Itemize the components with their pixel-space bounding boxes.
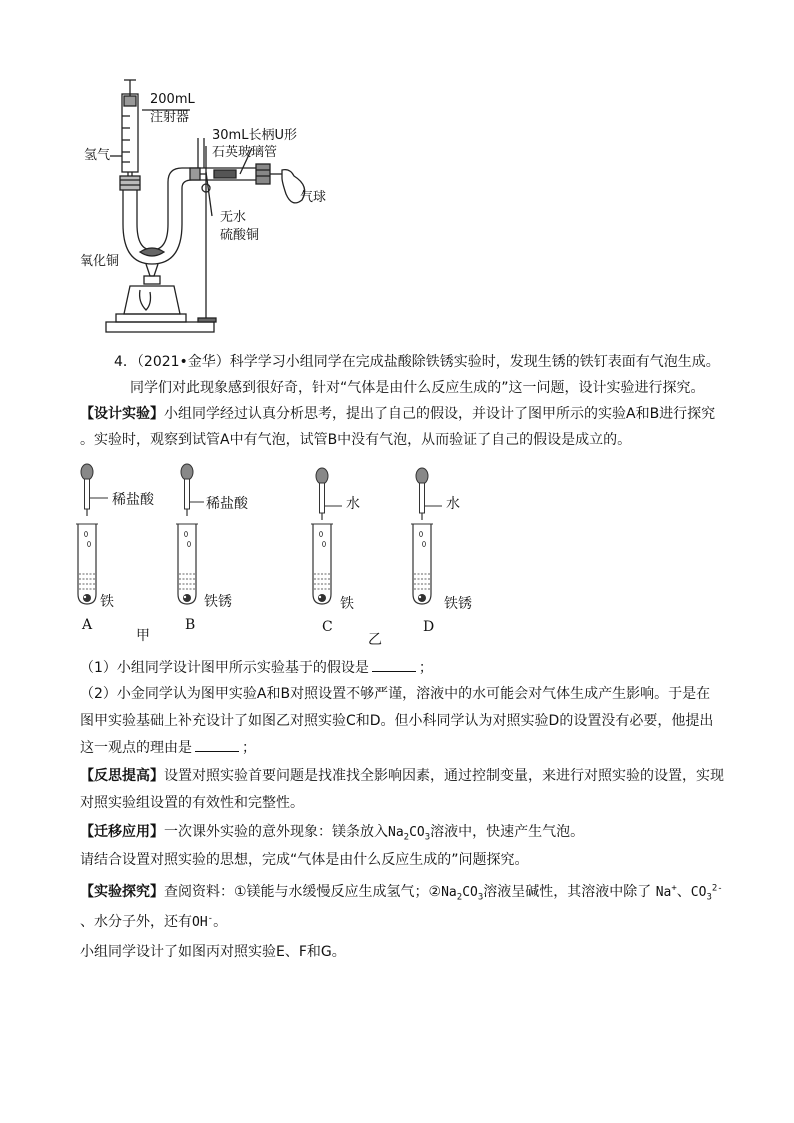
reflect-line2: 对照实验组设置的有效性和完整性。 (80, 795, 304, 811)
balloon-label: 气球 (300, 190, 327, 205)
tube-b-solid-label: 铁锈 (204, 594, 232, 610)
question-2-line3 (80, 738, 256, 758)
dropper-a (81, 464, 93, 516)
group-jia-label: 甲 (136, 628, 150, 644)
question-2-text: 这一观点的理由是 (80, 740, 192, 756)
question-2-line2: 图甲实验基础上补充设计了如图乙对照实验C和D。但小科同学认为对照实验D的设置没有必要，他提出 (80, 713, 714, 729)
tube-a (76, 524, 98, 604)
copper-oxide-label: 氧化铜 (80, 254, 120, 269)
q4-line2: 同学们对此现象感到很好奇，针对“气体是由什么反应生成的”这一问题，设计实验进行探究。 (130, 380, 705, 396)
question-1 (80, 658, 433, 678)
explore-text-1: 查阅资料：①镁能与水缓慢反应生成氢气；② (164, 884, 442, 900)
q4-line1: 4．（2021•金华）科学学习小组同学在完成盐酸除铁锈实验时，发现生锈的铁钉表面有气泡生成。 (114, 354, 720, 370)
transfer-text-1: 一次课外实验的意外现象：镁条放入 (164, 824, 388, 840)
transfer-tag: 【迁移应用】 (80, 824, 164, 840)
reflect-line1 (80, 766, 724, 786)
design-line1 (80, 404, 715, 424)
utube-label: 30mL长柄U形 (212, 128, 297, 143)
explore-text-3: 、水分子外，还有 (80, 914, 192, 930)
dropper-b (181, 464, 193, 516)
dropper-a-label: 稀盐酸 (112, 492, 154, 508)
reflect-tag: 【反思提高】 (80, 768, 164, 784)
tube-a-letter: A (82, 617, 93, 633)
tube-c-solid-label: 铁 (340, 596, 354, 612)
sulfate-label: 无水 (220, 210, 247, 225)
tube-c-letter: C (322, 619, 333, 635)
tube-d-letter: D (423, 619, 435, 635)
dropper-c (316, 468, 328, 520)
hydroxide-ion-formula: OH- (192, 913, 214, 930)
na-ion-formula: Na+ (655, 883, 677, 900)
utube-label-2: 石英玻璃管 (212, 145, 278, 160)
design-line2: 。实验时，观察到试管A中有气泡，试管B中没有气泡，从而验证了自己的假设是成立的。 (80, 432, 632, 448)
explore-line2 (80, 912, 227, 933)
question-2-line1: （2）小金同学认为图甲实验A和B对照设置不够严谨，溶液中的水可能会对气体生成产生影响。于是在 (80, 686, 711, 702)
hydrogen-reduction-apparatus (80, 76, 340, 338)
test-tubes-figure (70, 462, 490, 622)
design-text-1: 小组同学经过认真分析思考，提出了自己的假设，并设计了图甲所示的实验A和B进行探究 (164, 406, 716, 422)
tube-a-solid-label: 铁 (100, 594, 114, 610)
na2co3-formula-2: $Na_2CO_3$ (441, 885, 484, 903)
explore-tag: 【实验探究】 (80, 884, 164, 900)
transfer-line1 (80, 822, 584, 843)
explore-line3: 小组同学设计了如图丙对照实验E、F和G。 (80, 944, 346, 960)
group-yi-label: 乙 (368, 632, 382, 648)
carbonate-ion-formula: $CO_3^{2-}$ (690, 883, 723, 903)
dropper-c-label: 水 (346, 496, 360, 512)
tube-d (411, 524, 433, 604)
design-tag: 【设计实验】 (80, 406, 164, 422)
reflect-text-1: 设置对照实验首要问题是找准找全影响因素，通过控制变量，来进行对照实验的设置，实现 (164, 768, 724, 784)
na2co3-formula: $Na_2CO_3$ (388, 825, 431, 843)
transfer-line2: 请结合设置对照实验的思想，完成“气体是由什么反应生成的”问题探究。 (80, 852, 529, 868)
answer-blank-2[interactable] (195, 739, 239, 752)
question-2-end: ； (242, 740, 256, 756)
dropper-d-label: 水 (446, 496, 460, 512)
sulfate-label-2: 硫酸铜 (220, 228, 260, 243)
question-1-text: （1）小组同学设计图甲所示实验基于的假设是 (80, 660, 369, 676)
dropper-d (416, 468, 428, 520)
transfer-text-2: 溶液中，快速产生气泡。 (430, 824, 585, 840)
explore-text-2: 溶液呈碱性，其溶液中除了 (483, 884, 652, 900)
syringe-label: 200mL (150, 92, 195, 107)
question-1-end: ； (418, 660, 433, 676)
tube-b (176, 524, 198, 604)
answer-blank-1[interactable] (372, 659, 416, 672)
explore-text-4: 。 (213, 914, 228, 930)
hydrogen-label: 氢气 (84, 148, 111, 163)
tube-b-letter: B (185, 617, 196, 633)
tube-c (311, 524, 333, 604)
syringe-label-2: 注射器 (150, 110, 190, 125)
dropper-b-label: 稀盐酸 (206, 496, 248, 512)
tube-d-solid-label: 铁锈 (444, 596, 472, 612)
explore-line1: 【实验探究】查阅资料：①镁能与水缓慢反应生成氢气；$②Na_2CO_3$溶液呈碱性，其溶液中除了 Na+、$CO_3^{2-}$ (80, 883, 723, 903)
